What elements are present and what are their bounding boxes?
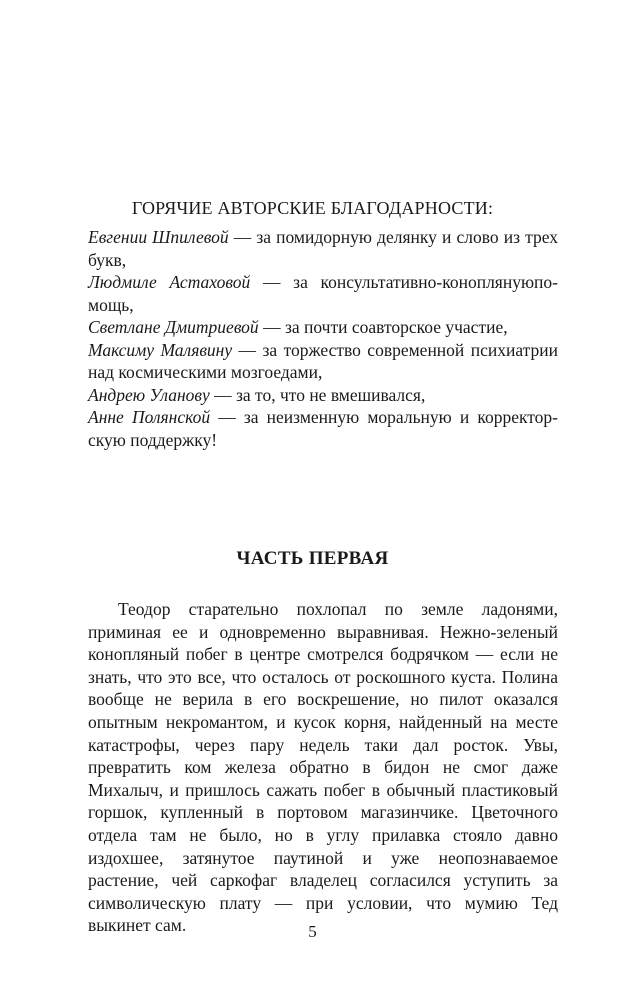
acknowledgement-name: Максиму Малявину	[88, 339, 233, 360]
acknowledgement-name: Светлане Дмитриевой	[88, 317, 259, 337]
acknowledgement-text: — за помидорную делянку и слово из трех букв,	[88, 227, 558, 270]
acknowledgement-item	[88, 406, 558, 451]
acknowledgements-heading: ГОРЯЧИЕ АВТОРСКИЕ БЛАГОДАРНОСТИ:	[131, 198, 494, 218]
acknowledgement-name: Евгении Шпилевой	[88, 227, 229, 247]
acknowledgement-item	[88, 384, 558, 407]
acknowledgement-name: Анне Полянской	[88, 407, 211, 427]
acknowledgement-name: Людмиле Астаховой	[88, 272, 251, 292]
acknowledgement-text: — за неизменную моральную и корректор-скую поддержку!	[88, 407, 558, 450]
part-title: ЧАСТЬ ПЕРВАЯ	[236, 548, 389, 569]
page-number: 5	[308, 922, 317, 941]
acknowledgement-text: — за торжество современной психиатрии над космическими мозгоедами,	[88, 339, 558, 382]
acknowledgement-text: — за то, что не вмешивался,	[209, 384, 426, 405]
acknowledgement-text: — за почти соавторское участие,	[258, 317, 508, 337]
acknowledgement-text: — за консультативно-коноплянуюпо-мощь,	[88, 272, 558, 315]
acknowledgements-list	[88, 226, 558, 451]
acknowledgement-item	[88, 339, 558, 384]
acknowledgement-item	[88, 271, 558, 316]
acknowledgement-item	[88, 316, 558, 339]
acknowledgement-item	[88, 226, 558, 271]
body-paragraph: Теодор старательно похлопал по земле ладонями, приминая ее и одновременно выравнивая. Нежно-зеленый конопляный побег в центре смотрелся бодрячком — если не знать, что это все, что осталось от роскошного куста. Полина вообще не верила в его воскрешение, но пилот оказался опытным некромантом, и кусок корня, найденный на месте катастрофы, через пару недель таки дал росток. Увы, превратить ком железа обратно в бидон не смог даже Михалыч, и пришлось сажать побег в обычный пластиковый горшок, купленный в портовом магазинчике. Цветочного отдела там не было, но в углу прилавка стояло давно издохшее, затянутое паутиной и уже неопознаваемое растение, чей саркофаг владелец согласился уступить за символическую плату — при условии, что мумию Тед выкинет сам.	[88, 599, 558, 936]
acknowledgement-name: Андрею Уланову	[88, 384, 210, 405]
